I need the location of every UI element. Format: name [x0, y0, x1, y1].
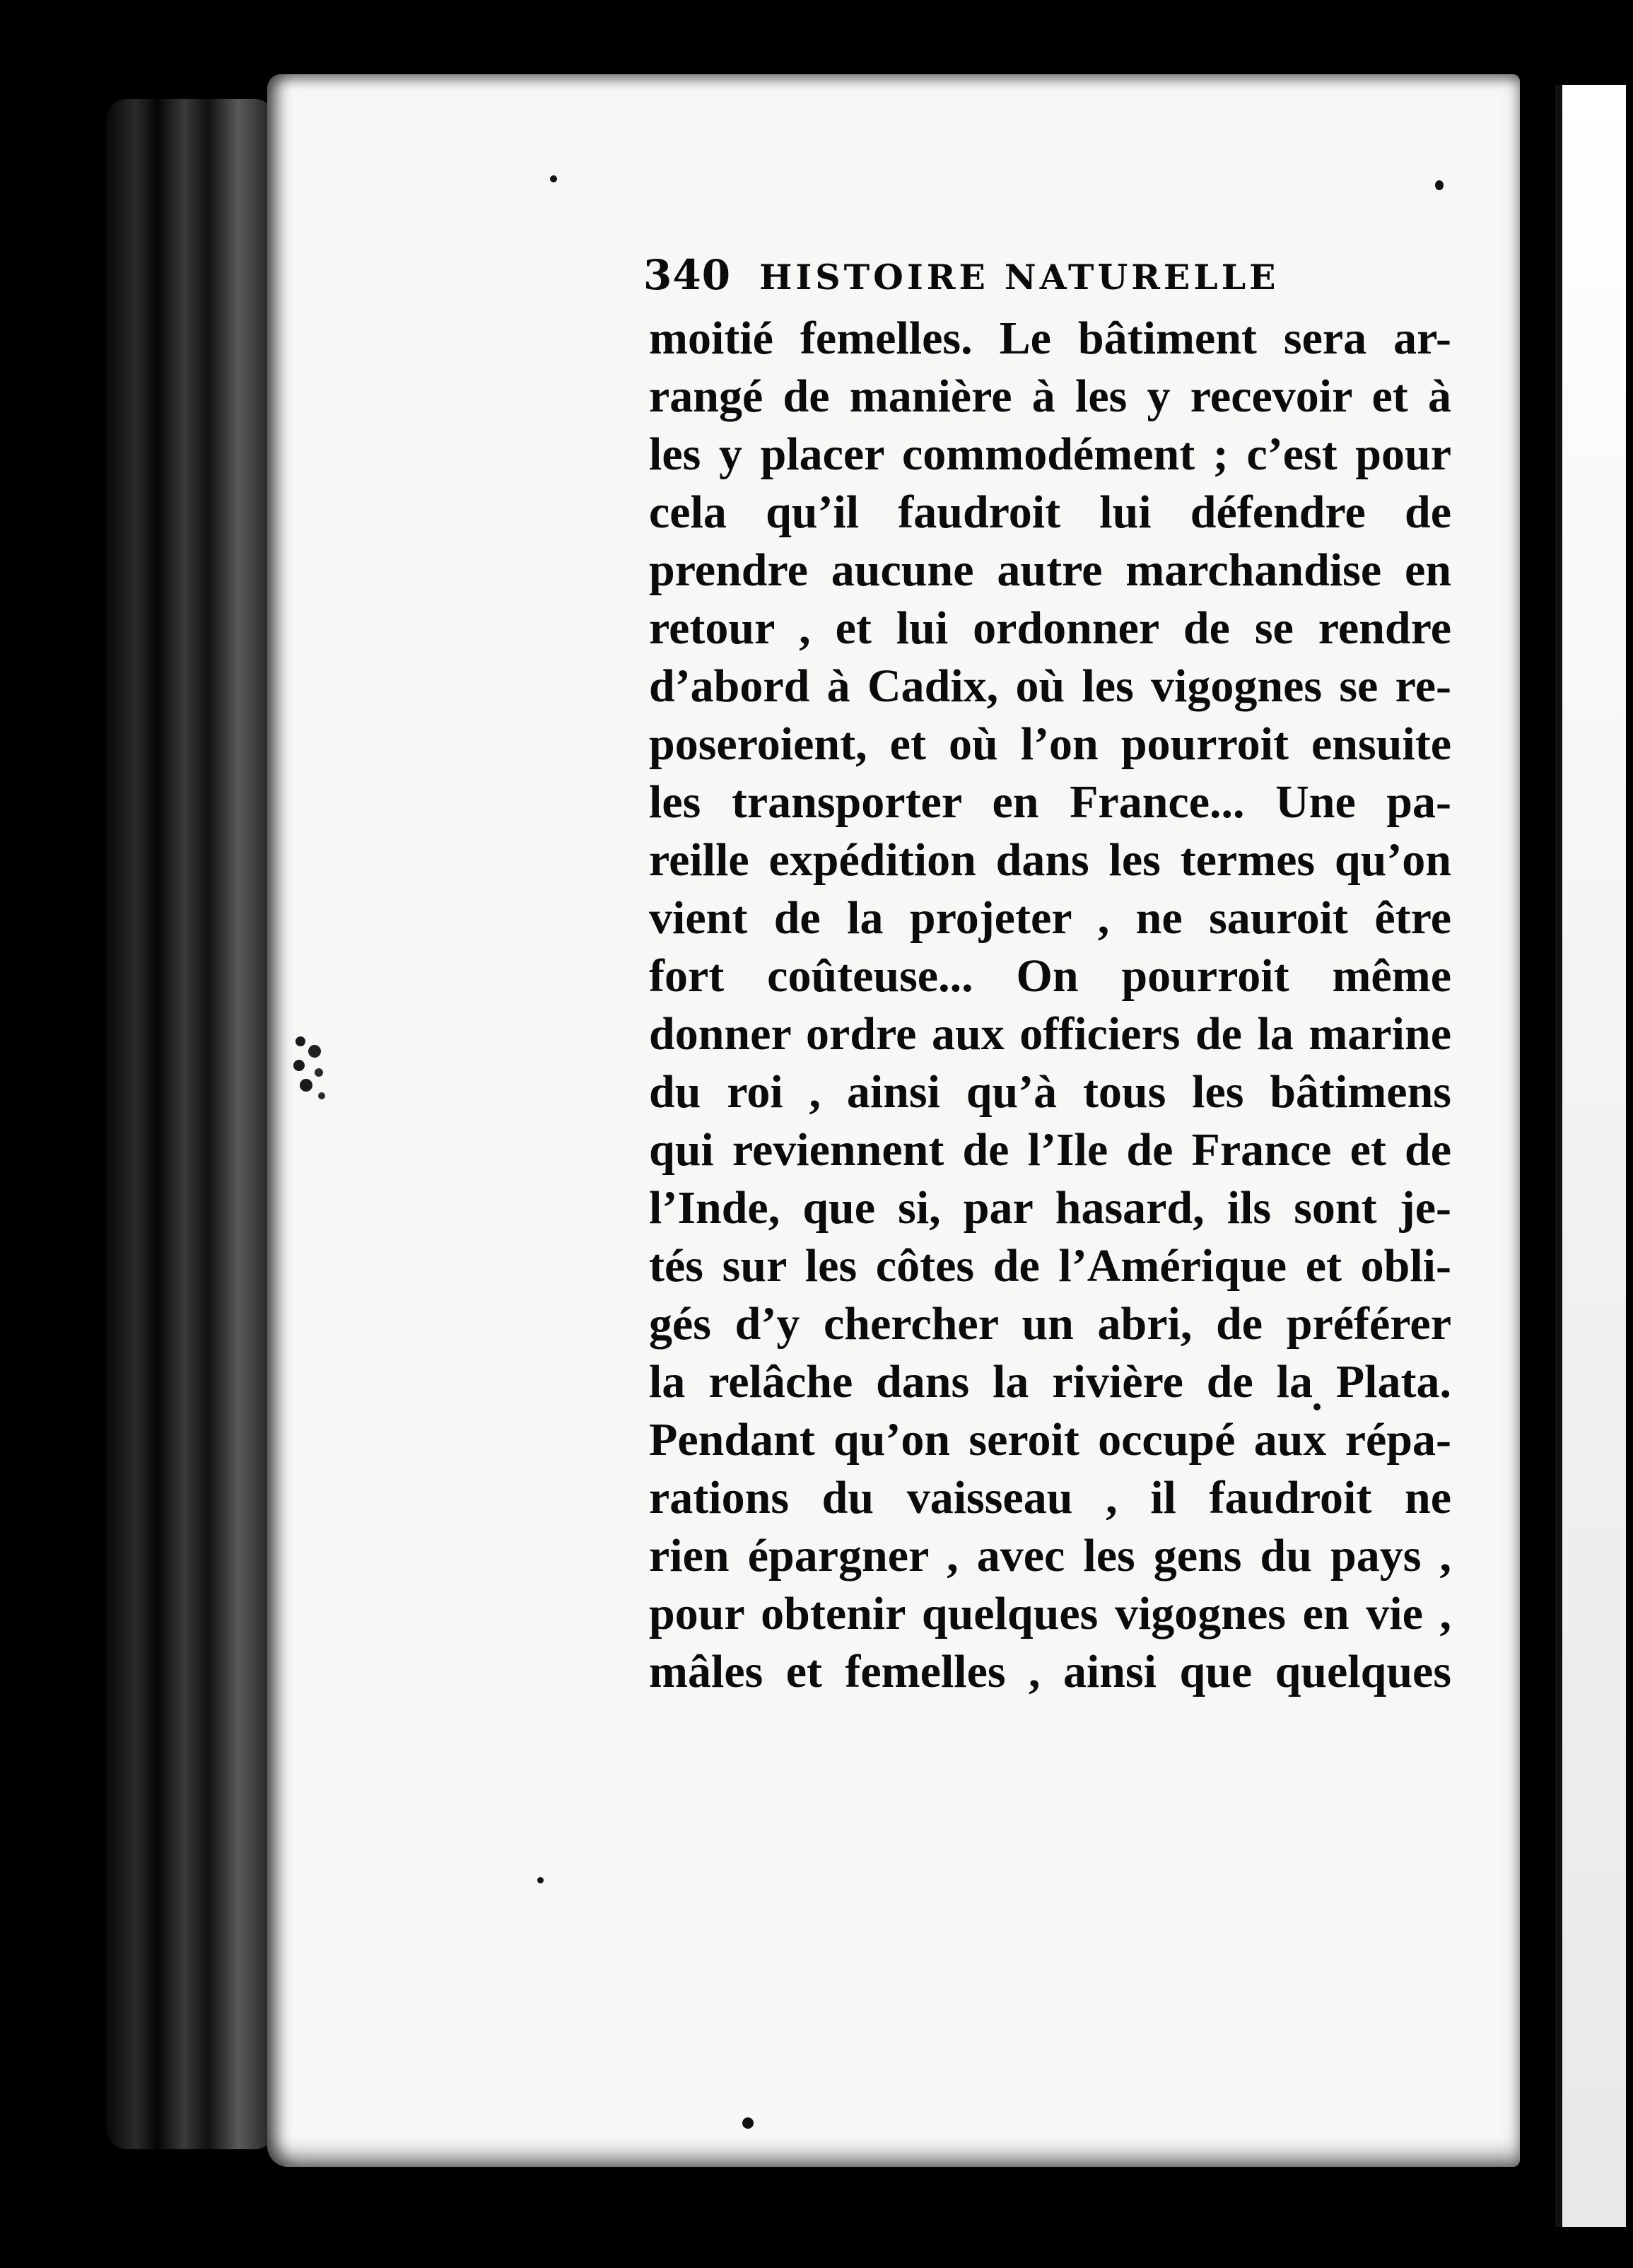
text-line: gés d’y chercher un abri, de préférer: [649, 1298, 1451, 1350]
ink-blot-ornament: [286, 1029, 336, 1106]
text-line: rations du vaisseau , il faudroit ne: [649, 1472, 1451, 1524]
body-text: [649, 310, 1451, 1701]
text-line: Pendant qu’on seroit occupé aux répa-: [649, 1414, 1451, 1466]
text-line: donner ordre aux officiers de la marine: [649, 1008, 1451, 1060]
text-line: vient de la projeter , ne sauroit être: [649, 892, 1451, 944]
text-line: rien épargner , avec les gens du pays ,: [649, 1530, 1451, 1582]
text-line: tés sur les côtes de l’Amérique et obli-: [649, 1240, 1451, 1292]
text-line: poseroient, et où l’on pourroit ensuite: [649, 718, 1451, 770]
text-line: fort coûteuse... On pourroit même: [649, 950, 1451, 1002]
text-line: prendre aucune autre marchandise en: [649, 544, 1451, 596]
text-line: du roi , ainsi qu’à tous les bâtimens: [649, 1066, 1451, 1118]
facing-page-edge: [1555, 85, 1626, 2227]
text-line: pour obtenir quelques vigognes en vie ,: [649, 1588, 1451, 1639]
ink-speck: [550, 175, 557, 182]
ink-speck: [742, 2117, 754, 2129]
page-edges-left: [106, 99, 276, 2149]
ink-speck: [537, 1877, 544, 1883]
text-line: la relâche dans la rivière de la Plata.: [649, 1356, 1451, 1408]
text-line: d’abord à Cadix, où les vigognes se re-: [649, 660, 1451, 712]
text-line: les transporter en France... Une pa-: [649, 776, 1451, 828]
text-line: les y placer commodément ; c’est pour: [649, 428, 1451, 480]
text-line: l’Inde, que si, par hasard, ils sont je-: [649, 1182, 1451, 1234]
text-line: reille expédition dans les termes qu’on: [649, 834, 1451, 886]
page-number: 340: [643, 251, 732, 299]
ink-speck: [1435, 180, 1444, 190]
text-line: rangé de manière à les y recevoir et à: [649, 370, 1451, 422]
text-line: mâles et femelles , ainsi que quelques: [649, 1646, 1451, 1697]
text-line: retour , et lui ordonner de se rendre: [649, 602, 1451, 654]
running-head: [643, 251, 1456, 304]
text-line: qui reviennent de l’Ile de France et de: [649, 1124, 1451, 1176]
running-title: HISTOIRE NATURELLE: [759, 257, 1280, 298]
text-line: moitié femelles. Le bâtiment sera ar-: [649, 312, 1451, 364]
text-line: cela qu’il faudroit lui défendre de: [649, 486, 1451, 538]
